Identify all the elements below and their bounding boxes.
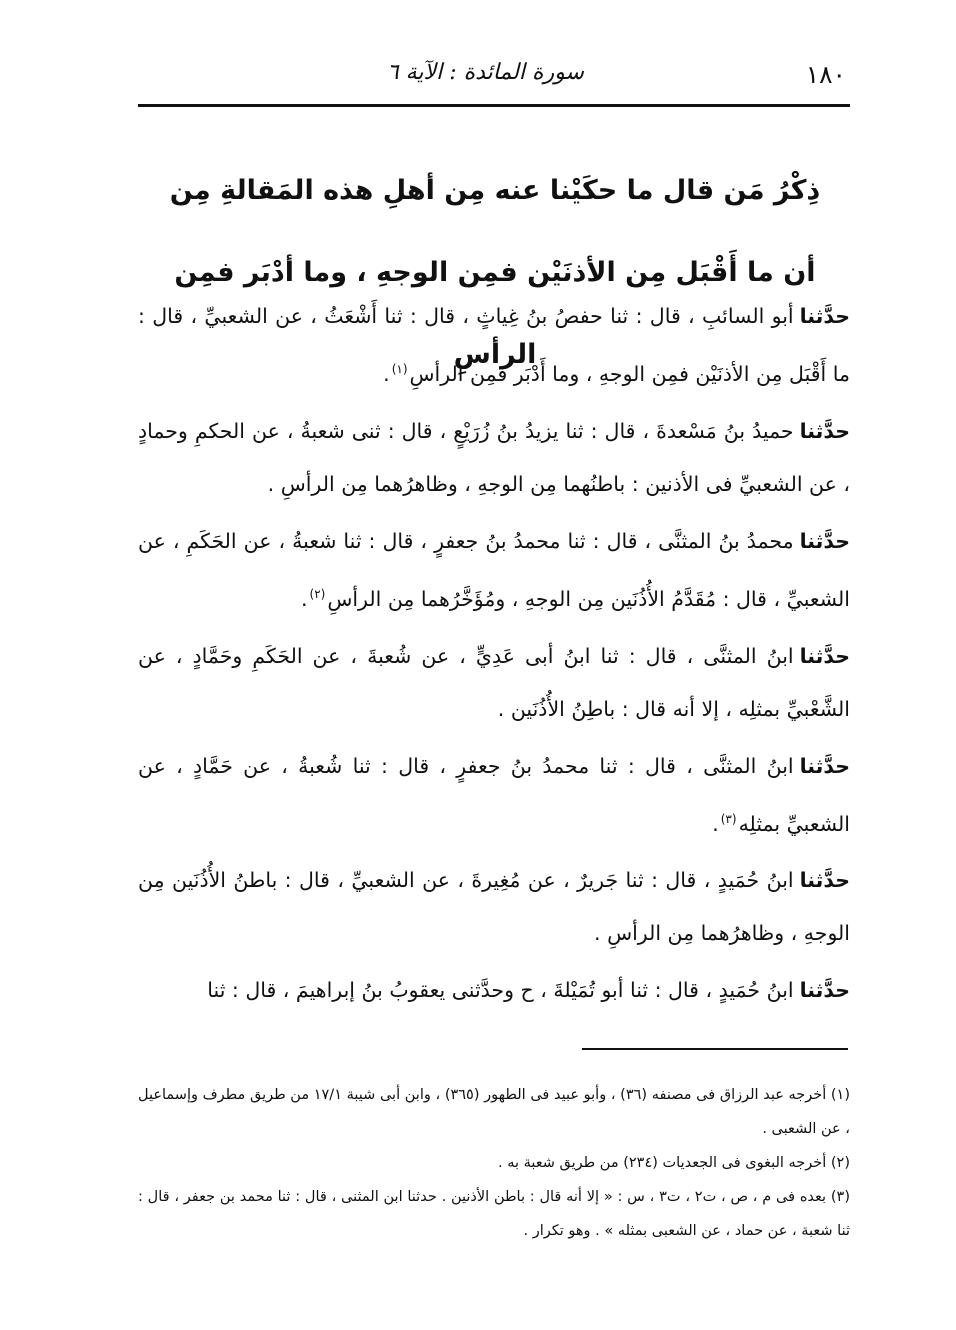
- footnote: (٢) أخرجه البغوى فى الجعديات (٢٣٤) من طريق شعبة به .: [497, 1155, 850, 1171]
- paragraph: [138, 515, 850, 626]
- running-header: [138, 56, 850, 96]
- paragraph-lead: حدَّثنا: [799, 753, 850, 778]
- footnotes: [138, 1078, 850, 1248]
- paragraph-lead: حدَّثنا: [799, 868, 850, 893]
- paragraph-text: ابنُ حُمَيدٍ ، قال : ثنا جَريرٌ ، عن مُغِيرةَ ، عن الشعبيِّ ، قال : باطنُ الأُذُنَين مِن الوجهِ ، وظاهرُهما مِن الرأسِ .: [138, 868, 850, 946]
- footnote-marker: (٣): [720, 811, 737, 826]
- header-rule: [138, 104, 850, 107]
- footnote-marker: (٢): [309, 586, 326, 601]
- paragraph-lead: حدَّثنا: [799, 304, 850, 328]
- paragraph-text: ابنُ المثنَّى ، قال : ثنا ابنُ أبى عَدِيٍّ ، عن شُعبةَ ، عن الحَكَمِ وحَمَّادٍ ، عن الشَّعْبيِّ بمثلِه ، إلا أنه قال : باطِنُ الأُذُنَين .: [138, 643, 850, 721]
- paragraph-text: ابنُ المثنَّى ، قال : ثنا محمدُ بنُ جعفرٍ ، قال : ثنا شُعبةُ ، عن حَمَّادٍ ، عن الشعبيِّ بمثلِه: [138, 753, 850, 836]
- paragraph-text: حميدُ بنُ مَسْعدةَ ، قال : ثنا يزيدُ بنُ زُرَيْعٍ ، قال : ثنى شعبةُ ، عن الحكمِ وحمادٍ ، عن الشعبيِّ فى الأذنين : باطنُهما مِن الوجهِ ، وظاهرُهما مِن الرأسِ .: [138, 418, 850, 496]
- paragraph-lead: حدَّثنا: [799, 528, 850, 553]
- footnote-marker: (١): [391, 362, 408, 376]
- footnote-rule: [582, 1048, 848, 1050]
- paragraph: [138, 964, 850, 1017]
- paragraph: [138, 740, 850, 851]
- footnote: (٣) بعده فى م ، ص ، ت٢ ، ت٣ ، س : « إلا أنه قال : باطن الأذنين . حدثنا ابن المثنى ، قال : ثنا محمد بن جعفر ، قال : ثنا شعبة ، عن حماد ، عن الشعبى بمثله » . وهو تكرار .: [138, 1189, 850, 1239]
- paragraph-lead: حدَّثنا: [799, 643, 850, 668]
- paragraph-lead: حدَّثنا: [799, 418, 850, 443]
- page-number: ١٨٠: [805, 60, 846, 89]
- paragraph-text: ابنُ حُمَيدٍ ، قال : ثنا أبو تُمَيْلةَ ، ح وحدَّثنى يعقوبُ بنُ إبراهيمَ ، قال : ثنا: [207, 978, 794, 1003]
- paragraph: [138, 405, 850, 511]
- paragraph-text: أبو السائبِ ، قال : ثنا حفصُ بنُ غِياثٍ ، قال : ثنا أَشْعَثُ ، عن الشعبيِّ ، قال : ما أَقْبَل مِن الأذنَيْن فمِن الوجهِ ، وما أَدْبَر فمِن الرأسِ: [138, 304, 850, 386]
- paragraph-tail: .: [300, 586, 308, 611]
- paragraph: [138, 630, 850, 736]
- paragraph: [138, 290, 850, 401]
- paragraph-lead: حدَّثنا: [799, 978, 850, 1003]
- running-title: سورة المائدة : الآية ٦: [386, 60, 584, 85]
- paragraph-tail: .: [383, 361, 390, 386]
- paragraph-text: محمدُ بنُ المثنَّى ، قال : ثنا محمدُ بنُ جعفرٍ ، قال : ثنا شعبةُ ، عن الحَكَمِ ، عن الشعبيِّ ، قال : مُقَدَّمُ الأُذُنَين مِن الوجهِ ، ومُؤَخَّرُهما مِن الرأسِ: [138, 528, 850, 611]
- paragraph: [138, 854, 850, 960]
- paragraph-tail: .: [712, 811, 719, 836]
- chapter-title: ذِكْرُ مَن قال ما حكَيْنا عنه مِن أهلِ هذه المَقالةِ مِن أن ما أَقْبَل مِن الأذنَيْن فمِن الوجهِ ، وما أدْبَر فمِن الرأسِ: [169, 175, 821, 370]
- footnote: (١) أخرجه عبد الرزاق فى مصنفه (٣٦) ، وأبو عبيد فى الطهور (٣٦٥) ، وابن أبى شيبة ١٧/١ من طريق مطرف وإسماعيل ، عن الشعبى .: [138, 1087, 850, 1137]
- main-text: [138, 290, 850, 1021]
